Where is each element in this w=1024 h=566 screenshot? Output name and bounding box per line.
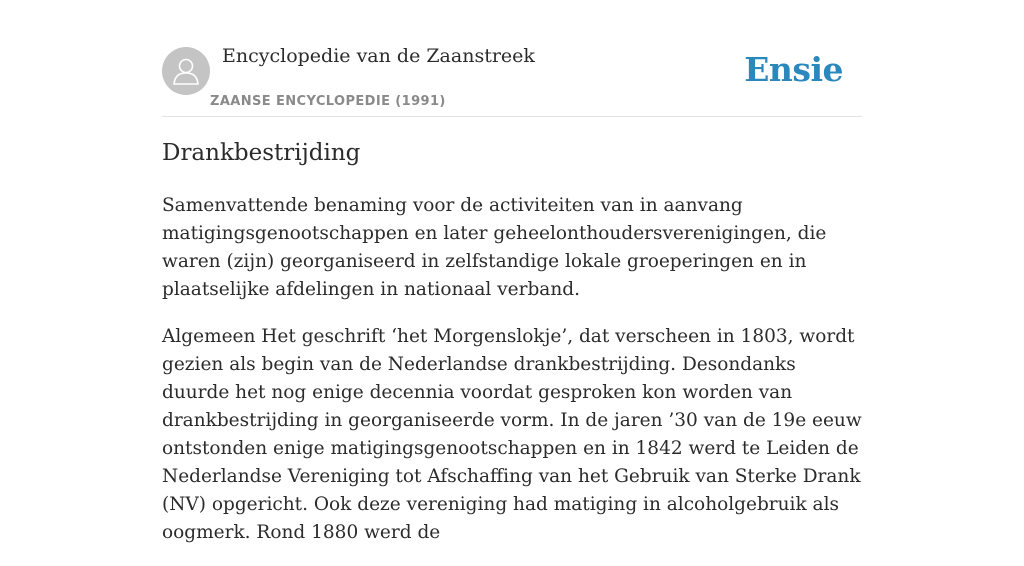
avatar[interactable]: [162, 47, 210, 95]
source-title[interactable]: Encyclopedie van de Zaanstreek: [222, 45, 535, 67]
article-title: Drankbestrijding: [162, 140, 361, 166]
source-subtitle: ZAANSE ENCYCLOPEDIE (1991): [210, 94, 446, 109]
source-header: [162, 0, 862, 117]
user-icon: [172, 56, 200, 86]
page-container: [162, 0, 862, 543]
ensie-logo[interactable]: Ensie: [744, 50, 843, 89]
article-body: [162, 192, 862, 566]
article-paragraph: Algemeen Het geschrift ‘het Morgenslokje’, dat verscheen in 1803, wordt gezien als begin van de Nederlandse drankbestrijding. Desondanks duurde het nog enige decennia voordat gesproken kon worden van drankbestrijding in georganiseerde vorm. In de jaren ’30 van de 19e eeuw ontstonden enige matigingsgenootschappen en in 1842 werd te Leiden de Nederlandse Vereniging tot Afschaffing van het Gebruik van Sterke Drank (NV) opgericht. Ook deze vereniging had matiging in alcoholgebruik als oogmerk. Rond 1880 werd de: [162, 326, 862, 543]
article-paragraph: Samenvattende benaming voor de activiteiten van in aanvang matigingsgenootschappen en later geheelonthoudersverenigingen, die waren (zijn) georganiseerd in zelfstandige lokale groeperingen en in plaatselijke afdelingen in nationaal verband.: [162, 195, 827, 300]
